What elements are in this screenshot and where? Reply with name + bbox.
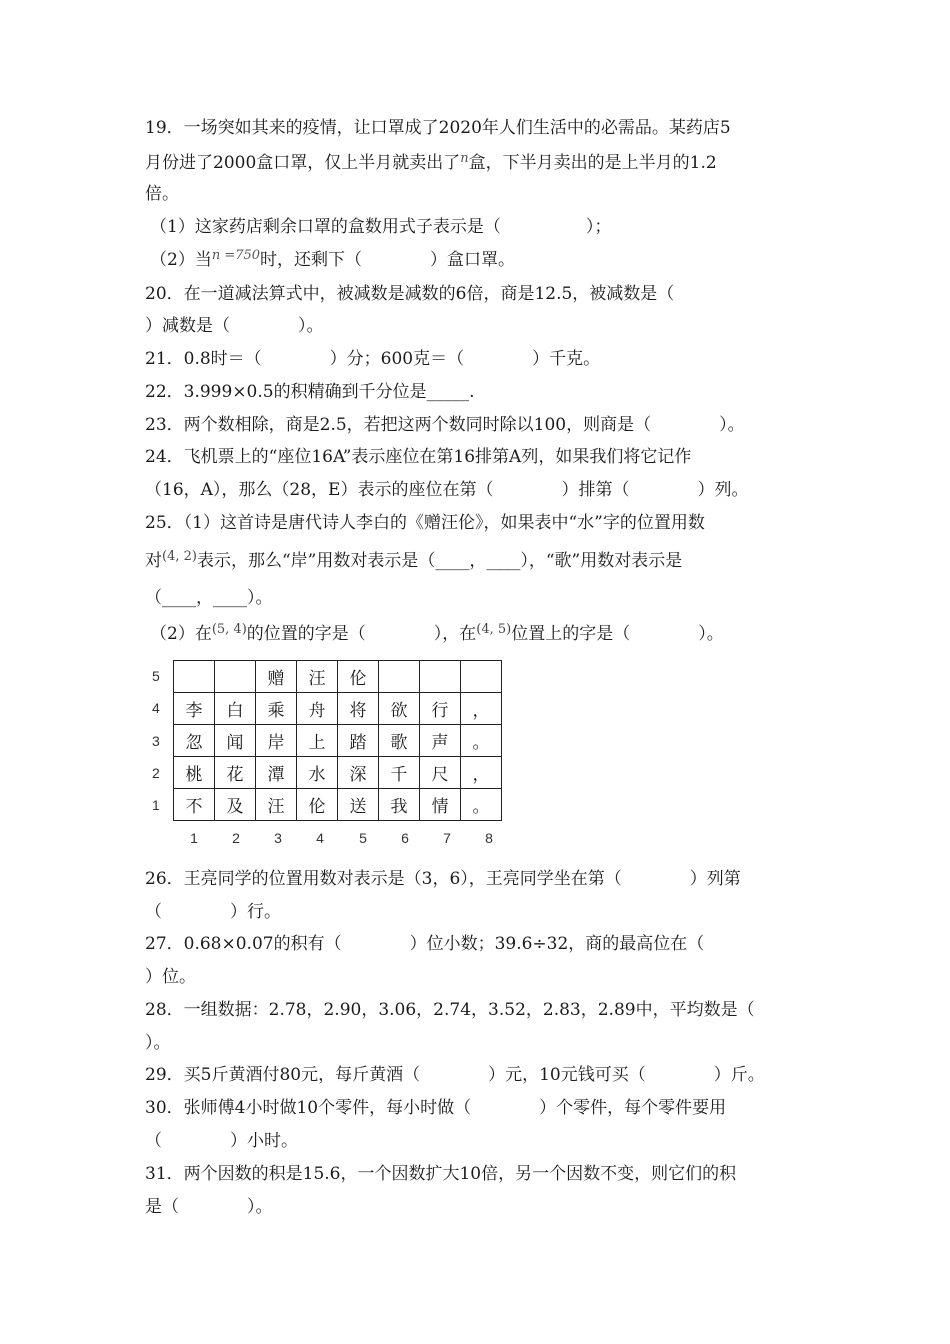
grid-cell: 欲 xyxy=(379,693,420,725)
q25-sub2b: 的位置的字是（ ），在 xyxy=(246,624,477,644)
q30-line1: 30．张师傅4小时做10个零件，每小时做（ ）个零件，每个零件要用 xyxy=(145,1098,727,1118)
grid-cell: 桃 xyxy=(174,757,215,789)
grid-cell: 水 xyxy=(297,757,338,789)
grid-cell: 李 xyxy=(174,693,215,725)
grid-row xyxy=(174,757,502,789)
q31-line2: 是（ ）。 xyxy=(145,1197,273,1217)
grid-cell: 声 xyxy=(420,725,461,757)
grid-cell: 汪 xyxy=(256,789,297,821)
grid-cell: 我 xyxy=(379,789,420,821)
grid-cell: 潭 xyxy=(256,757,297,789)
grid-col-label: 3 xyxy=(274,830,282,846)
grid-cell: 赠 xyxy=(256,661,297,693)
grid-cell: 送 xyxy=(338,789,379,821)
q30-line2: （ ）小时。 xyxy=(145,1131,298,1151)
grid-cell xyxy=(215,661,256,693)
grid-cell: 不 xyxy=(174,789,215,821)
q27-line1: 27．0.68×0.07的积有（ ）位小数；39.6÷32，商的最高位在（ xyxy=(145,934,705,954)
q29-line1: 29．买5斤黄酒付80元，每斤黄酒（ ）元，10元钱可买（ ）斤。 xyxy=(145,1065,765,1085)
q19-line3: 倍。 xyxy=(145,184,179,204)
q25-pair-45: (4, 5) xyxy=(476,622,512,637)
grid-col-label: 2 xyxy=(232,830,240,846)
grid-cell: 踏 xyxy=(338,725,379,757)
grid-col-label: 6 xyxy=(401,830,409,846)
q19-var-n: n xyxy=(460,151,469,166)
grid-row-label: 2 xyxy=(152,765,160,781)
grid-row-label: 4 xyxy=(152,700,160,716)
grid-cell: ， xyxy=(461,693,502,725)
q20-line2: ）减数是（ ）。 xyxy=(145,316,324,336)
grid-row xyxy=(174,693,502,725)
grid-cell: 歌 xyxy=(379,725,420,757)
grid-cell: 白 xyxy=(215,693,256,725)
grid-cell: 。 xyxy=(461,725,502,757)
q25-pair-42: (4, 2) xyxy=(162,549,197,564)
q19-sub2 xyxy=(150,248,516,270)
grid-cell: 闻 xyxy=(215,725,256,757)
q19-line2 xyxy=(145,151,717,173)
q28-line1: 28．一组数据：2.78，2.90，3.06，2.74，3.52，2.83，2.89中，平均数是（ xyxy=(145,1000,755,1020)
grid-row xyxy=(174,725,502,757)
q23-line1: 23．两个数相除，商是2.5，若把这两个数同时除以100，则商是（ ）。 xyxy=(145,415,745,435)
q19-sub2a: （2）当 xyxy=(150,250,212,270)
grid-cell: 千 xyxy=(379,757,420,789)
q26-line1: 26．王亮同学的位置用数对表示是（3，6），王亮同学坐在第（ ）列第 xyxy=(145,869,741,889)
grid-cell xyxy=(379,661,420,693)
grid-row xyxy=(174,789,502,821)
grid-cell: 花 xyxy=(215,757,256,789)
grid-cell: 伦 xyxy=(297,789,338,821)
grid-cell: 。 xyxy=(461,789,502,821)
grid-cell: 舟 xyxy=(297,693,338,725)
q25-sub2 xyxy=(150,622,724,644)
q26-line2: （ ）行。 xyxy=(145,902,281,922)
grid-row xyxy=(174,661,502,693)
q19-line2a: 月份进了2000盒口罩，仅上半月就卖出了 xyxy=(145,153,461,173)
grid-cell: 乘 xyxy=(256,693,297,725)
q25-line2 xyxy=(145,549,683,571)
q20-line1: 20．在一道减法算式中，被减数是减数的6倍，商是12.5，被减数是（ xyxy=(145,284,675,304)
grid-cell xyxy=(174,661,215,693)
q21-line1: 21．0.8时＝（ ）分；600克＝（ ）千克。 xyxy=(145,349,601,369)
q24-line1: 24．飞机票上的“座位16A”表示座位在第16排第A列，如果我们将它记作 xyxy=(145,447,692,467)
grid-cell: 忽 xyxy=(174,725,215,757)
q27-line2: ）位。 xyxy=(145,967,196,987)
q25-pair-54: (5, 4) xyxy=(211,622,247,637)
q19-line1: 19．一场突如其来的疫情，让口罩成了2020年人们生活中的必需品。某药店5 xyxy=(145,118,731,138)
grid-cell: 行 xyxy=(420,693,461,725)
grid-cell xyxy=(461,661,502,693)
q25-line2a: 对 xyxy=(145,551,162,571)
grid-cell: 伦 xyxy=(338,661,379,693)
q31-line1: 31．两个因数的积是15.6，一个因数扩大10倍，另一个因数不变，则它们的积 xyxy=(145,1164,737,1184)
grid-cell: 尺 xyxy=(420,757,461,789)
q25-line3: （____，____）。 xyxy=(145,588,273,608)
q25-sub2c: 位置上的字是（ ）。 xyxy=(511,624,724,644)
grid-col-label: 1 xyxy=(190,830,198,846)
grid-cell: 及 xyxy=(215,789,256,821)
grid-cell: 将 xyxy=(338,693,379,725)
grid-cell: 上 xyxy=(297,725,338,757)
q25-line2b: 表示，那么“岸”用数对表示是（____，____），“歌”用数对表示是 xyxy=(196,551,683,571)
grid-col-label: 5 xyxy=(359,830,367,846)
q19-sub1: （1）这家药店剩余口罩的盒数用式子表示是（ ）； xyxy=(150,217,612,237)
q19-sub2b: 时，还剩下（ ）盒口罩。 xyxy=(260,250,516,270)
grid-col-label: 7 xyxy=(443,830,451,846)
grid-row-label: 5 xyxy=(152,668,160,684)
grid-cell: 岸 xyxy=(256,725,297,757)
grid-cell: 汪 xyxy=(297,661,338,693)
grid-col-label: 4 xyxy=(316,830,324,846)
q19-line2b: 盒，下半月卖出的是上半月的1.2 xyxy=(468,153,717,173)
q24-line2: （16，A），那么（28，E）表示的座位在第（ ）排第（ ）列。 xyxy=(145,480,749,500)
poem-grid-table xyxy=(173,660,502,821)
grid-col-label: 8 xyxy=(485,830,493,846)
q22-line1: 22．3.999×0.5的积精确到千分位是_____. xyxy=(145,382,475,402)
grid-row-label: 1 xyxy=(152,797,160,813)
q25-sub2a: （2）在 xyxy=(150,624,212,644)
grid-cell: ， xyxy=(461,757,502,789)
grid-cell: 深 xyxy=(338,757,379,789)
grid-cell xyxy=(420,661,461,693)
q28-line2: ）。 xyxy=(145,1033,171,1053)
q19-sub2-expr: n =750 xyxy=(211,248,261,263)
q25-line1: 25．（1）这首诗是唐代诗人李白的《赠汪伦》，如果表中“水”字的位置用数 xyxy=(145,513,705,533)
grid-row-label: 3 xyxy=(152,733,160,749)
grid-cell: 情 xyxy=(420,789,461,821)
